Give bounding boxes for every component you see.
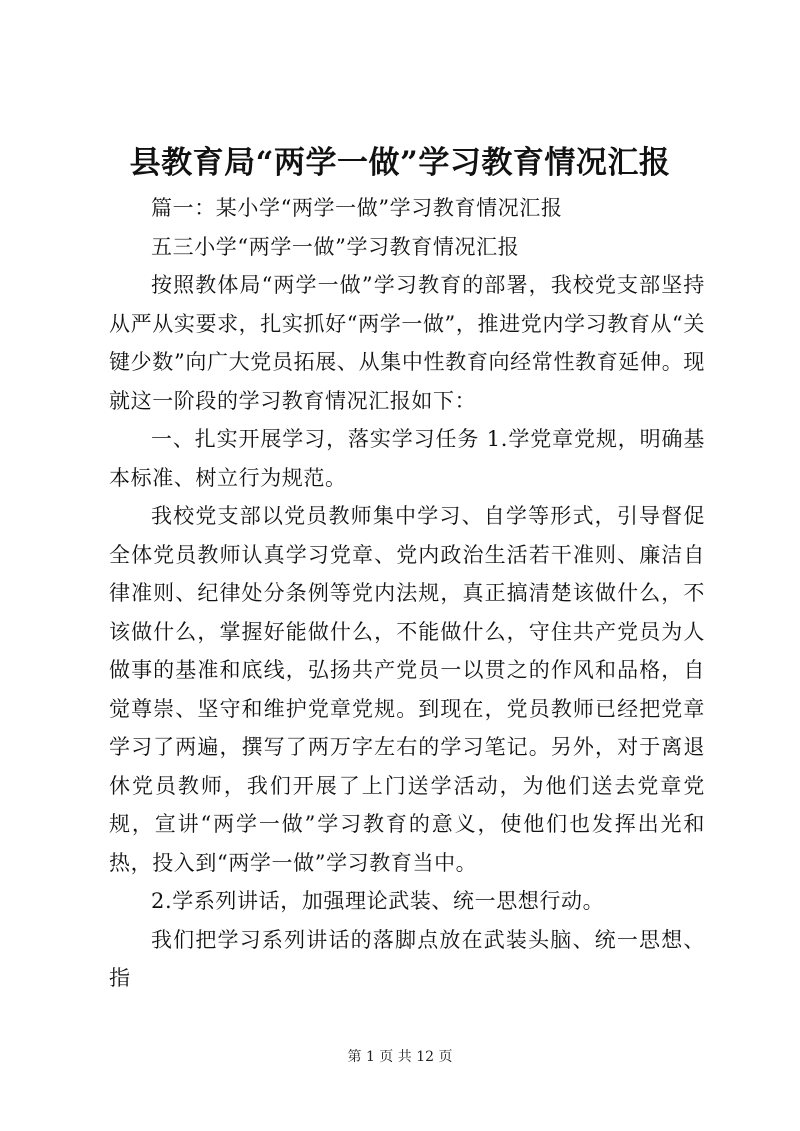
paragraph-point-two: 2.学系列讲话，加强理论武装、统一思想行动。: [151, 889, 605, 913]
document-body: [109, 189, 705, 998]
document-title: 县教育局“两学一做”学习教育情况汇报: [129, 145, 671, 181]
page-number-footer: 第 1 页 共 12 页: [347, 1049, 453, 1065]
paragraph-point-one-detail: 我校党支部以党员教师集中学习、自学等形式，引导督促全体党员教师认真学习党章、党内政治生活若干准则、廉洁自律准则、纪律处分条例等党内法规，真正搞清楚该做什么，不该做什么，掌握好能做什么，不能做什么，守住共产党员为人做事的基准和底线，弘扬共产党员一以贯之的作风和品格，自觉尊崇、坚守和维护党章党规。到现在，党员教师已经把党章学习了两遍，撰写了两万字左右的学习笔记。另外，对于离退休党员教师，我们开展了上门送学活动，为他们送去党章党规，宣讲“两学一做”学习教育的意义，使他们也发挥出光和热，投入到“两学一做”学习教育当中。: [109, 504, 705, 875]
paragraph-section-heading: 篇一：某小学“两学一做”学习教育情况汇报: [151, 196, 563, 220]
paragraph-report-title: 五三小学“两学一做”学习教育情况汇报: [151, 234, 520, 259]
paragraph-introduction: 按照教体局“两学一做”学习教育的部署，我校党支部坚持从严从实要求，扎实抓好“两学一做”，推进党内学习教育从“关键少数”向广大党员拓展、从集中性教育向经常性教育延伸。现就这一阶段的学习教育情况汇报如下：: [109, 273, 705, 413]
paragraph-point-two-detail: 我们把学习系列讲话的落脚点放在武装头脑、统一思想、指: [109, 927, 705, 990]
paragraph-point-one: 一、扎实开展学习，落实学习任务 1.学党章党规，明确基本标准、树立行为规范。: [109, 427, 705, 490]
